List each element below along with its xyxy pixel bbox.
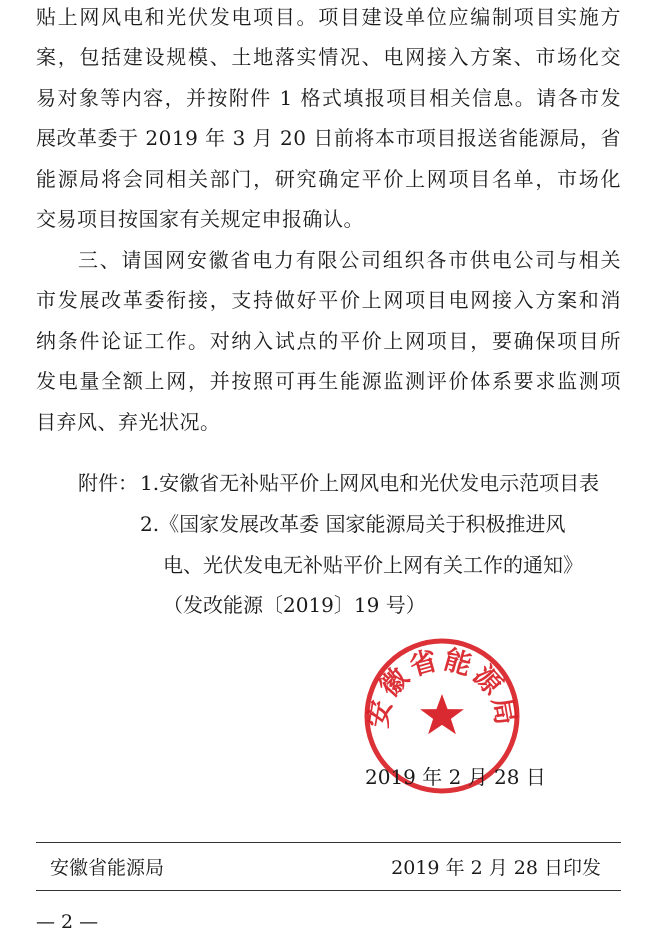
paragraph-line: 纳条件论证工作。对纳入试点的平价上网项目，要确保项目所 xyxy=(36,329,621,353)
paragraph-line: 目弃风、弃光状况。 xyxy=(36,410,221,434)
footer-top-rule xyxy=(36,842,621,843)
attachment-item: 2.《国家发展改革委 国家能源局关于积极推进风 xyxy=(140,512,566,536)
paragraph-line: 易对象等内容，并按附件 1 格式填报项目相关信息。请各市发 xyxy=(36,86,621,110)
seal-text: 安徽省能源局 xyxy=(362,644,522,731)
paragraph-line: 能源局将会同相关部门，研究确定平价上网项目名单，市场化 xyxy=(36,167,621,191)
paragraph-line: 交易项目按国家有关规定申报确认。 xyxy=(36,207,364,231)
paragraph-line: 市发展改革委衔接，支持做好平价上网项目电网接入方案和消 xyxy=(36,288,621,312)
paragraph-line: 发电量全额上网，并按照可再生能源监测评价体系要求监测项 xyxy=(36,369,621,393)
issuer: 安徽省能源局 xyxy=(50,857,165,879)
attachment-item-continuation: 电、光伏发电无补贴平价上网有关工作的通知》 xyxy=(163,553,583,577)
attachments-label: 附件： xyxy=(78,471,138,495)
footer-bottom-rule xyxy=(36,890,621,891)
paragraph-line: 案，包括建设规模、土地落实情况、电网接入方案、市场化交 xyxy=(36,45,621,69)
paragraph-line: 展改革委于 2019 年 3 月 20 日前将本市项目报送省能源局，省 xyxy=(36,126,621,150)
paragraph-line: 三、请国网安徽省电力有限公司组织各市供电公司与相关 xyxy=(78,248,621,272)
attachment-item-continuation: （发改能源〔2019〕19 号） xyxy=(163,593,426,617)
issue-date: 2019 年 2 月 28 日印发 xyxy=(391,857,601,879)
attachment-item: 1.安徽省无补贴平价上网风电和光伏发电示范项目表 xyxy=(140,471,600,495)
signature-date: 2019 年 2 月 28 日 xyxy=(365,765,546,789)
star-icon xyxy=(420,694,464,734)
paragraph-line: 贴上网风电和光伏发电项目。项目建设单位应编制项目实施方 xyxy=(36,5,621,29)
page-number: — 2 — xyxy=(36,911,99,933)
